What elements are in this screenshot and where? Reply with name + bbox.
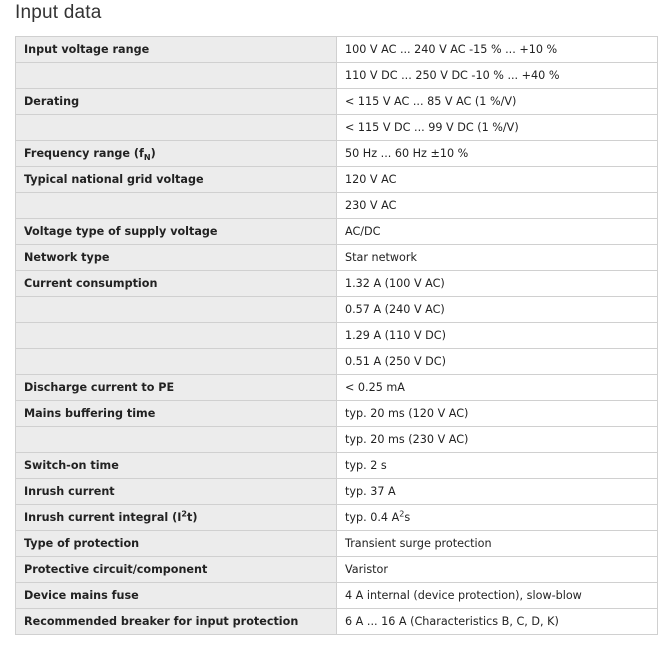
table-row bbox=[16, 557, 658, 583]
spec-label: Inrush current integral $(I^2t)$ bbox=[16, 505, 337, 531]
spec-value: 120 V AC bbox=[337, 167, 658, 193]
spec-label: Current consumption bbox=[16, 271, 337, 297]
spec-value: 50 Hz ... 60 Hz ±10 % bbox=[337, 141, 658, 167]
spec-label-empty bbox=[16, 297, 337, 323]
table-row bbox=[16, 193, 658, 219]
spec-label: Derating bbox=[16, 89, 337, 115]
table-row bbox=[16, 63, 658, 89]
table-row bbox=[16, 141, 658, 167]
spec-value: 4 A internal (device protection), slow-blow bbox=[337, 583, 658, 609]
table-row bbox=[16, 219, 658, 245]
table-row bbox=[16, 89, 658, 115]
spec-value: Star network bbox=[337, 245, 658, 271]
spec-label-empty bbox=[16, 115, 337, 141]
table-row bbox=[16, 297, 658, 323]
spec-value: 0.51 A (250 V DC) bbox=[337, 349, 658, 375]
spec-value: 1.29 A (110 V DC) bbox=[337, 323, 658, 349]
spec-value: typ. 20 ms (120 V AC) bbox=[337, 401, 658, 427]
table-row bbox=[16, 583, 658, 609]
spec-value: Varistor bbox=[337, 557, 658, 583]
input-data-table bbox=[15, 36, 658, 635]
section-title: Input data bbox=[15, 2, 102, 23]
spec-label-empty bbox=[16, 63, 337, 89]
table-row bbox=[16, 37, 658, 63]
table-row bbox=[16, 115, 658, 141]
table-row bbox=[16, 609, 658, 635]
table-row bbox=[16, 323, 658, 349]
spec-value: typ. 2 s bbox=[337, 453, 658, 479]
spec-label: Frequency range $(f_N)$ bbox=[16, 141, 337, 167]
table-row bbox=[16, 401, 658, 427]
spec-value: < 115 V AC ... 85 V AC (1 %/V) bbox=[337, 89, 658, 115]
spec-label: Switch-on time bbox=[16, 453, 337, 479]
table-row bbox=[16, 505, 658, 531]
table-row bbox=[16, 479, 658, 505]
spec-value: typ. 20 ms (230 V AC) bbox=[337, 427, 658, 453]
spec-label: Type of protection bbox=[16, 531, 337, 557]
spec-value: Transient surge protection bbox=[337, 531, 658, 557]
spec-value: 230 V AC bbox=[337, 193, 658, 219]
spec-label: Voltage type of supply voltage bbox=[16, 219, 337, 245]
table-row bbox=[16, 427, 658, 453]
table-row bbox=[16, 245, 658, 271]
spec-value: 100 V AC ... 240 V AC -15 % ... +10 % bbox=[337, 37, 658, 63]
spec-value: 0.57 A (240 V AC) bbox=[337, 297, 658, 323]
spec-value: typ. 37 A bbox=[337, 479, 658, 505]
table-row bbox=[16, 453, 658, 479]
spec-label-empty bbox=[16, 349, 337, 375]
spec-label: Typical national grid voltage bbox=[16, 167, 337, 193]
spec-label: Device mains fuse bbox=[16, 583, 337, 609]
spec-label: Mains buffering time bbox=[16, 401, 337, 427]
spec-label-empty bbox=[16, 323, 337, 349]
spec-label: Network type bbox=[16, 245, 337, 271]
spec-value: AC/DC bbox=[337, 219, 658, 245]
spec-value: 110 V DC ... 250 V DC -10 % ... +40 % bbox=[337, 63, 658, 89]
spec-label-empty bbox=[16, 427, 337, 453]
spec-label: Recommended breaker for input protection bbox=[16, 609, 337, 635]
table-row bbox=[16, 167, 658, 193]
table-row bbox=[16, 531, 658, 557]
table-row bbox=[16, 375, 658, 401]
spec-value: typ. 0.4 $A^2s$ bbox=[337, 505, 658, 531]
spec-label-empty bbox=[16, 193, 337, 219]
spec-value: < 0.25 mA bbox=[337, 375, 658, 401]
table-row bbox=[16, 349, 658, 375]
spec-label: Inrush current bbox=[16, 479, 337, 505]
spec-label: Discharge current to PE bbox=[16, 375, 337, 401]
spec-value: 1.32 A (100 V AC) bbox=[337, 271, 658, 297]
spec-label: Protective circuit/component bbox=[16, 557, 337, 583]
spec-value: 6 A ... 16 A (Characteristics B, C, D, K) bbox=[337, 609, 658, 635]
spec-label: Input voltage range bbox=[16, 37, 337, 63]
table-row bbox=[16, 271, 658, 297]
spec-value: < 115 V DC ... 99 V DC (1 %/V) bbox=[337, 115, 658, 141]
